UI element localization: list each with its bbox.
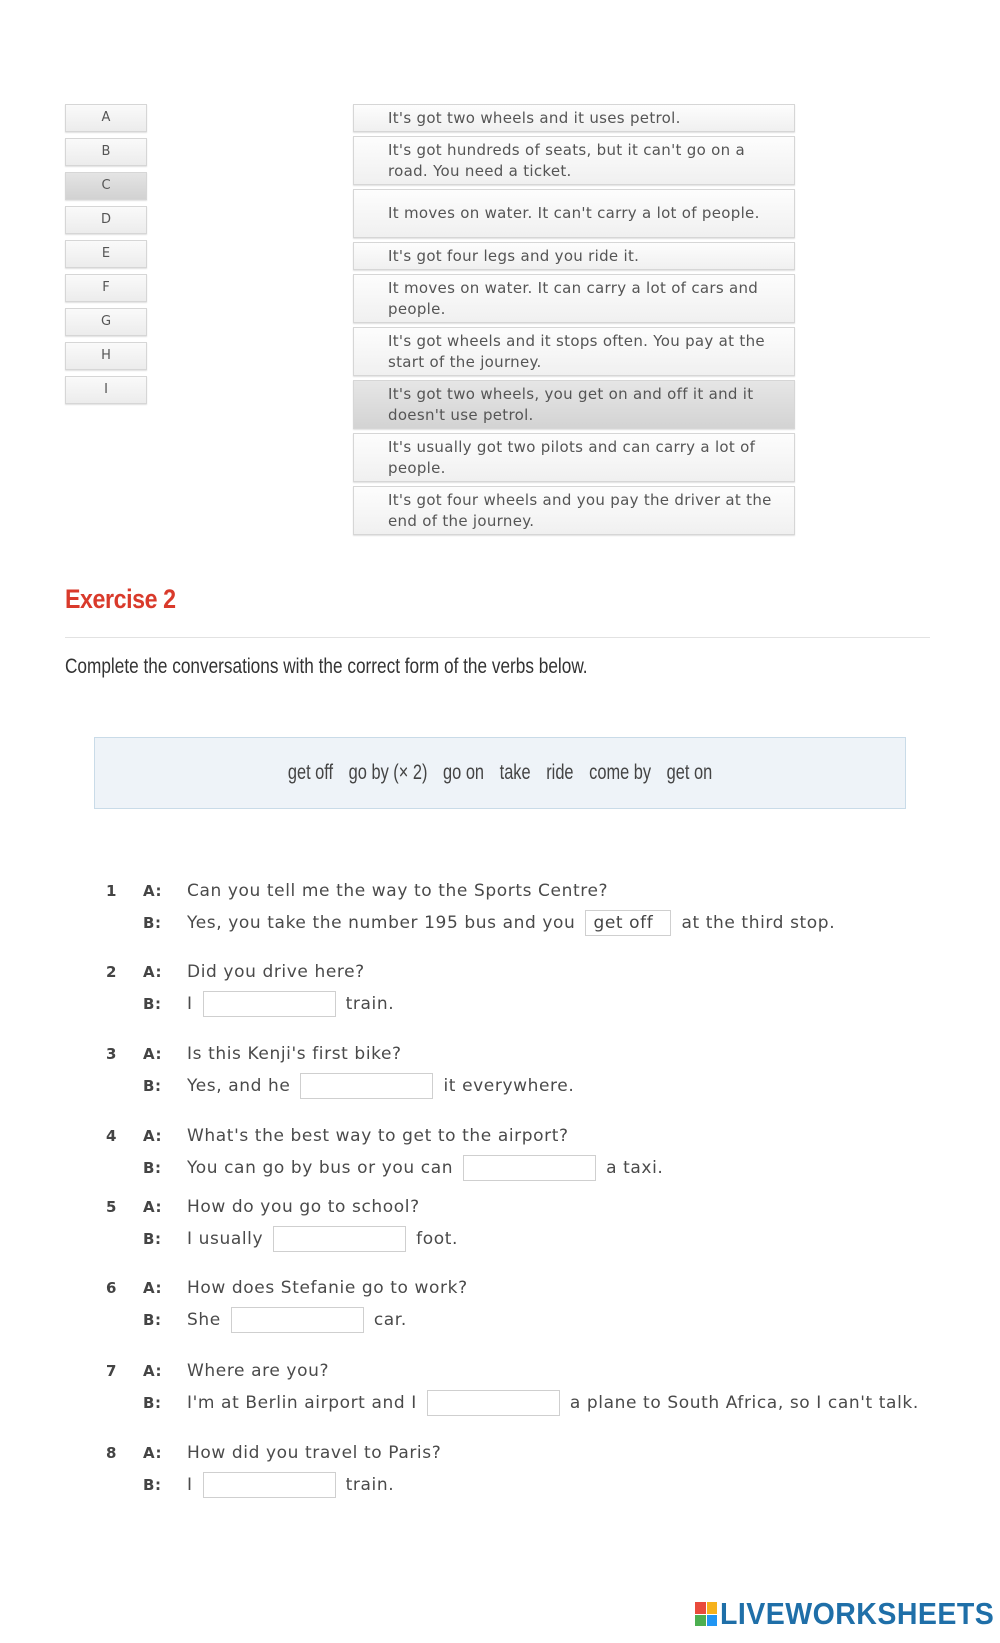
letter-button-e[interactable]: E bbox=[65, 240, 147, 268]
speaker-label: B: bbox=[143, 914, 162, 932]
answer-text-after: a taxi. bbox=[606, 1158, 664, 1178]
letter-button-g[interactable]: G bbox=[65, 308, 147, 336]
word-option: get off bbox=[287, 761, 334, 784]
definition-item[interactable] bbox=[353, 189, 795, 238]
logo-grid-icon bbox=[695, 1602, 717, 1626]
letter-button-b[interactable]: B bbox=[65, 138, 147, 166]
speaker-label: B: bbox=[143, 995, 162, 1013]
definition-text: It moves on water. It can carry a lot of cars and people. bbox=[388, 278, 759, 318]
answer-input[interactable] bbox=[203, 991, 336, 1017]
speaker-label: B: bbox=[143, 1159, 162, 1177]
word-option: take bbox=[499, 761, 531, 784]
answer-input[interactable] bbox=[300, 1073, 433, 1099]
speaker-label: A: bbox=[143, 963, 163, 981]
word-option: come by bbox=[589, 761, 652, 784]
answer-input[interactable] bbox=[427, 1390, 560, 1416]
speaker-label: B: bbox=[143, 1077, 162, 1095]
answer-text-before: I bbox=[187, 994, 193, 1014]
letter-button-a[interactable]: A bbox=[65, 104, 147, 132]
speaker-label: B: bbox=[143, 1230, 162, 1248]
item-number: 1 bbox=[106, 882, 118, 900]
definition-text: It's got four legs and you ride it. bbox=[388, 246, 640, 265]
conversation-line-b bbox=[0, 1470, 1000, 1500]
speaker-label: B: bbox=[143, 1476, 162, 1494]
letter-button-d[interactable]: D bbox=[65, 206, 147, 234]
speaker-label: B: bbox=[143, 1311, 162, 1329]
question-text: What's the best way to get to the airport? bbox=[187, 1126, 569, 1146]
answer-text-after: it everywhere. bbox=[443, 1076, 575, 1096]
question-text: Can you tell me the way to the Sports Centre? bbox=[187, 881, 609, 901]
conversation-line-b bbox=[0, 1224, 1000, 1254]
answer-text-before: Yes, you take the number 195 bus and you bbox=[187, 913, 576, 933]
item-number: 5 bbox=[106, 1198, 118, 1216]
definition-item[interactable] bbox=[353, 104, 795, 132]
word-option: go on bbox=[443, 761, 485, 784]
answer-text-after: train. bbox=[345, 1475, 395, 1495]
definition-column bbox=[353, 104, 795, 539]
conversation-line-b bbox=[0, 1305, 1000, 1335]
definition-item[interactable] bbox=[353, 242, 795, 270]
question-text: Did you drive here? bbox=[187, 962, 365, 982]
letter-button-i[interactable]: I bbox=[65, 376, 147, 404]
letter-column bbox=[65, 104, 147, 410]
definition-item[interactable] bbox=[353, 486, 795, 535]
question-text: Where are you? bbox=[187, 1361, 330, 1381]
answer-input[interactable] bbox=[463, 1155, 596, 1181]
conversation-line-a bbox=[0, 1356, 1000, 1386]
letter-button-f[interactable]: F bbox=[65, 274, 147, 302]
conversation-line-b bbox=[0, 908, 1000, 938]
answer-text-before: I'm at Berlin airport and I bbox=[187, 1393, 417, 1413]
definition-text: It's got hundreds of seats, but it can't go on a road. You need a ticket. bbox=[388, 140, 745, 180]
answer-text-before: You can go by bus or you can bbox=[187, 1158, 454, 1178]
answer-input[interactable] bbox=[273, 1226, 406, 1252]
letter-button-h[interactable]: H bbox=[65, 342, 147, 370]
definition-text: It moves on water. It can't carry a lot of people. bbox=[388, 204, 760, 222]
answer-input[interactable] bbox=[203, 1472, 336, 1498]
exercise-title: Exercise 2 bbox=[65, 584, 176, 614]
definition-text: It's got four wheels and you pay the driver at the end of the journey. bbox=[388, 490, 772, 530]
speaker-label: A: bbox=[143, 1127, 163, 1145]
liveworksheets-logo bbox=[695, 1596, 1000, 1632]
conversation-line-b bbox=[0, 1071, 1000, 1101]
item-number: 7 bbox=[106, 1362, 118, 1380]
question-text: How does Stefanie go to work? bbox=[187, 1278, 468, 1298]
item-number: 8 bbox=[106, 1444, 118, 1462]
speaker-label: A: bbox=[143, 1444, 163, 1462]
conversation-line-a bbox=[0, 1192, 1000, 1222]
definition-text: It's usually got two pilots and can carry a lot of people. bbox=[388, 437, 756, 477]
answer-text-before: I usually bbox=[187, 1229, 264, 1249]
definition-item[interactable] bbox=[353, 433, 795, 482]
item-number: 6 bbox=[106, 1279, 118, 1297]
speaker-label: A: bbox=[143, 882, 163, 900]
conversation-line-a bbox=[0, 876, 1000, 906]
item-number: 2 bbox=[106, 963, 118, 981]
definition-item[interactable] bbox=[353, 380, 795, 429]
question-text: Is this Kenji's first bike? bbox=[187, 1044, 402, 1064]
conversation-line-a bbox=[0, 957, 1000, 987]
word-option: ride bbox=[546, 761, 574, 784]
speaker-label: A: bbox=[143, 1279, 163, 1297]
question-text: How do you go to school? bbox=[187, 1197, 420, 1217]
answer-text-after: train. bbox=[345, 994, 395, 1014]
answer-input[interactable]: get off bbox=[585, 910, 671, 936]
answer-text-before: She bbox=[187, 1310, 221, 1330]
answer-text-after: a plane to South Africa, so I can't talk. bbox=[569, 1393, 919, 1413]
conversation-line-b bbox=[0, 989, 1000, 1019]
word-option: get on bbox=[666, 761, 713, 784]
brand-name: LIVEWORKSHEETS bbox=[720, 1596, 995, 1631]
definition-item[interactable] bbox=[353, 274, 795, 323]
answer-text-after: car. bbox=[373, 1310, 407, 1330]
speaker-label: A: bbox=[143, 1362, 163, 1380]
definition-text: It's got two wheels, you get on and off it and it doesn't use petrol. bbox=[388, 384, 754, 424]
speaker-label: B: bbox=[143, 1394, 162, 1412]
answer-text-after: foot. bbox=[416, 1229, 459, 1249]
question-text: How did you travel to Paris? bbox=[187, 1443, 442, 1463]
speaker-label: A: bbox=[143, 1045, 163, 1063]
answer-input[interactable] bbox=[231, 1307, 364, 1333]
conversation-line-a bbox=[0, 1121, 1000, 1151]
conversation-line-a bbox=[0, 1438, 1000, 1468]
item-number: 4 bbox=[106, 1127, 118, 1145]
conversation-line-a bbox=[0, 1039, 1000, 1069]
conversation-line-b bbox=[0, 1153, 1000, 1183]
letter-button-c[interactable]: C bbox=[65, 172, 147, 200]
definition-text: It's got wheels and it stops often. You pay at the start of the journey. bbox=[388, 331, 765, 371]
instruction-text: Complete the conversations with the correct form of the verbs below. bbox=[65, 655, 588, 678]
conversation-line-a bbox=[0, 1273, 1000, 1303]
definition-item[interactable] bbox=[353, 327, 795, 376]
item-number: 3 bbox=[106, 1045, 118, 1063]
word-option: go by (× 2) bbox=[348, 761, 428, 784]
answer-text-after: at the third stop. bbox=[681, 913, 836, 933]
definition-text: It's got two wheels and it uses petrol. bbox=[388, 108, 681, 127]
conversation-line-b bbox=[0, 1388, 1000, 1418]
answer-text-before: I bbox=[187, 1475, 193, 1495]
definition-item[interactable] bbox=[353, 136, 795, 185]
speaker-label: A: bbox=[143, 1198, 163, 1216]
answer-text-before: Yes, and he bbox=[187, 1076, 291, 1096]
word-box bbox=[94, 737, 906, 809]
divider bbox=[65, 637, 930, 638]
